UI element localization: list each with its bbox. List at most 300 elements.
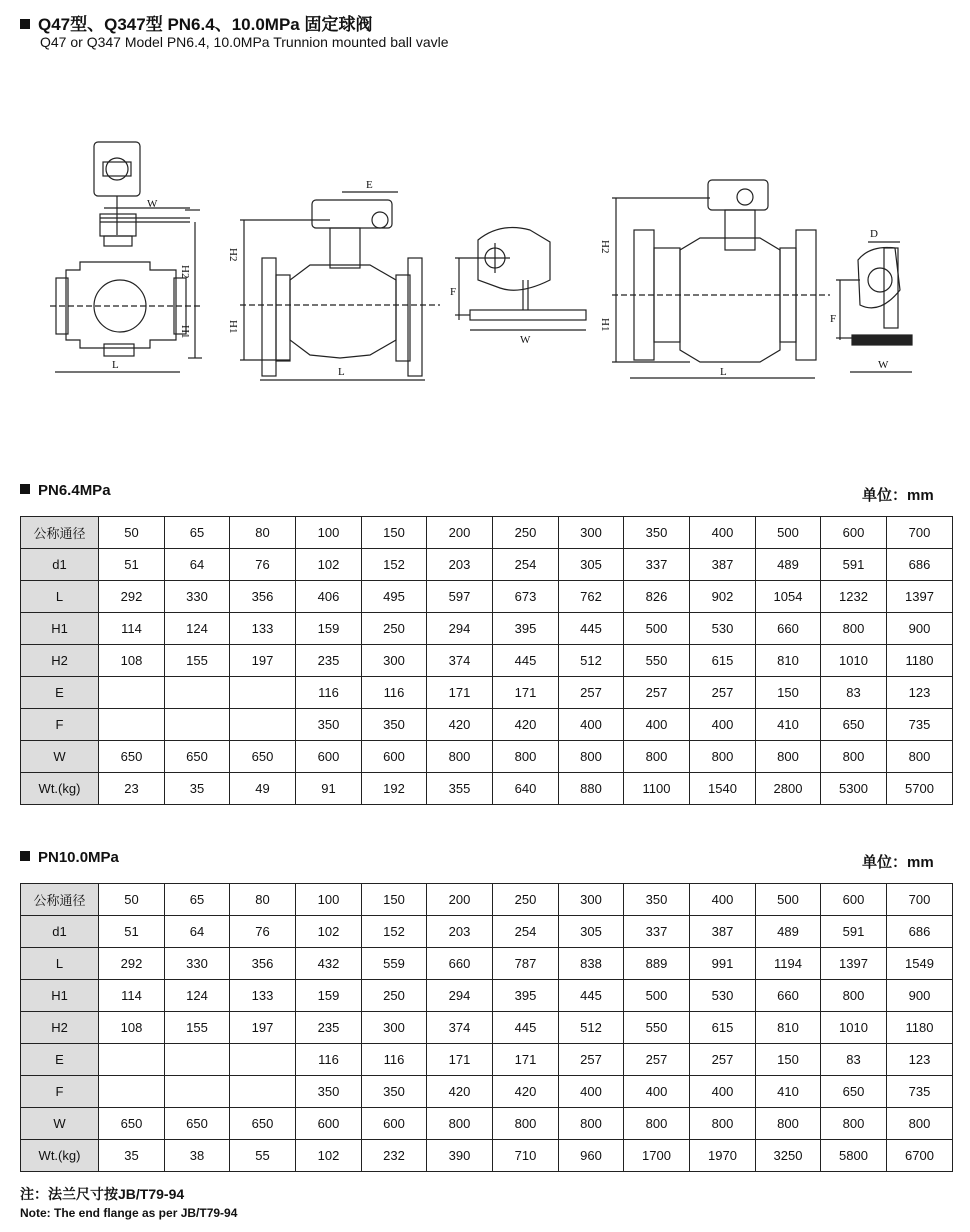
section-title-text: PN6.4MPa xyxy=(38,482,111,499)
row-label-cell: E xyxy=(21,1044,99,1076)
bullet-square-icon xyxy=(20,19,30,29)
table-cell: 880 xyxy=(559,773,624,805)
table-cell: 350 xyxy=(296,709,362,741)
table-cell: 500 xyxy=(756,517,821,549)
row-label-cell: L xyxy=(21,581,99,613)
dim-label-f-5: F xyxy=(830,313,837,325)
table-cell: 395 xyxy=(493,980,559,1012)
drawing-medium-valve xyxy=(240,192,440,380)
table-cell: 102 xyxy=(296,549,362,581)
table-cell: 489 xyxy=(756,916,821,948)
table-cell: 800 xyxy=(887,1108,953,1140)
table-row xyxy=(21,916,953,948)
table-cell: 250 xyxy=(362,980,427,1012)
table-cell: 123 xyxy=(887,1044,953,1076)
table-cell: 330 xyxy=(165,581,230,613)
table-cell: 150 xyxy=(362,884,427,916)
table-row xyxy=(21,948,953,980)
table-row xyxy=(21,581,953,613)
page-title-text: Q47型、Q347型 PN6.4、10.0MPa 固定球阀 xyxy=(38,15,373,34)
table-cell: 114 xyxy=(99,980,165,1012)
table-cell: 1010 xyxy=(821,645,887,677)
section-title-pn100 xyxy=(20,849,119,866)
table-cell: 250 xyxy=(493,884,559,916)
table-cell: 294 xyxy=(427,980,493,1012)
table-cell: 108 xyxy=(99,645,165,677)
table-cell: 1549 xyxy=(887,948,953,980)
table-cell: 350 xyxy=(624,884,690,916)
table-cell: 591 xyxy=(821,916,887,948)
table-cell: 800 xyxy=(493,741,559,773)
table-cell: 171 xyxy=(493,1044,559,1076)
table-cell: 559 xyxy=(362,948,427,980)
table-cell: 294 xyxy=(427,613,493,645)
page-subtitle: Q47 or Q347 Model PN6.4, 10.0MPa Trunnion mounted ball vavle xyxy=(40,34,449,50)
table-cell: 530 xyxy=(690,980,756,1012)
table-cell: 800 xyxy=(756,741,821,773)
table-cell: 171 xyxy=(493,677,559,709)
table-cell: 900 xyxy=(887,980,953,1012)
table-cell: 991 xyxy=(690,948,756,980)
table-cell: 257 xyxy=(559,677,624,709)
table-cell: 650 xyxy=(821,1076,887,1108)
table-row xyxy=(21,1044,953,1076)
row-label-cell: 公称通径 xyxy=(21,884,99,916)
row-label-cell: W xyxy=(21,1108,99,1140)
table-cell: 710 xyxy=(493,1140,559,1172)
drawing-large-gearbox-side xyxy=(836,242,912,372)
table-cell xyxy=(230,709,296,741)
table-row xyxy=(21,613,953,645)
table-cell xyxy=(165,677,230,709)
table-cell: 673 xyxy=(493,581,559,613)
table-cell: 171 xyxy=(427,1044,493,1076)
table-cell: 410 xyxy=(756,1076,821,1108)
table-cell: 197 xyxy=(230,1012,296,1044)
table-cell: 102 xyxy=(296,1140,362,1172)
table-cell: 257 xyxy=(690,1044,756,1076)
row-label-cell: H1 xyxy=(21,980,99,1012)
table-cell: 65 xyxy=(165,884,230,916)
table-cell: 1194 xyxy=(756,948,821,980)
row-label-cell: H2 xyxy=(21,1012,99,1044)
table-cell: 650 xyxy=(165,1108,230,1140)
row-label-cell: d1 xyxy=(21,549,99,581)
table-cell: 550 xyxy=(624,1012,690,1044)
table-cell: 660 xyxy=(756,980,821,1012)
table-row xyxy=(21,677,953,709)
table-row xyxy=(21,773,953,805)
table-cell: 355 xyxy=(427,773,493,805)
row-label-cell: H1 xyxy=(21,613,99,645)
table-cell: 5300 xyxy=(821,773,887,805)
table-cell: 1180 xyxy=(887,645,953,677)
table-cell: 800 xyxy=(427,1108,493,1140)
table-cell: 445 xyxy=(559,613,624,645)
table-cell: 5800 xyxy=(821,1140,887,1172)
table-cell: 200 xyxy=(427,517,493,549)
table-cell: 76 xyxy=(230,916,296,948)
table-cell: 400 xyxy=(690,517,756,549)
table-cell: 650 xyxy=(821,709,887,741)
table-cell: 337 xyxy=(624,916,690,948)
table-cell: 800 xyxy=(493,1108,559,1140)
table-cell: 800 xyxy=(821,1108,887,1140)
table-cell: 350 xyxy=(296,1076,362,1108)
table-cell: 650 xyxy=(230,1108,296,1140)
table-cell: 152 xyxy=(362,549,427,581)
table-cell: 420 xyxy=(493,709,559,741)
table-cell: 800 xyxy=(821,613,887,645)
table-cell: 257 xyxy=(690,677,756,709)
table-cell: 650 xyxy=(99,1108,165,1140)
table-cell: 133 xyxy=(230,613,296,645)
table-cell: 203 xyxy=(427,549,493,581)
table-row xyxy=(21,1012,953,1044)
table-cell: 650 xyxy=(165,741,230,773)
table-row xyxy=(21,709,953,741)
drawing-gearbox-side xyxy=(455,228,586,330)
table-row xyxy=(21,980,953,1012)
table-cell: 200 xyxy=(427,884,493,916)
table-cell: 810 xyxy=(756,645,821,677)
table-cell: 387 xyxy=(690,549,756,581)
table-cell: 400 xyxy=(690,709,756,741)
bullet-square-icon xyxy=(20,484,30,494)
table-cell: 800 xyxy=(821,741,887,773)
table-cell: 600 xyxy=(296,1108,362,1140)
table-cell: 350 xyxy=(362,709,427,741)
table-cell: 735 xyxy=(887,1076,953,1108)
table-cell: 902 xyxy=(690,581,756,613)
table-cell: 800 xyxy=(690,1108,756,1140)
dim-label-h2-2: H2 xyxy=(227,248,239,262)
table-cell xyxy=(165,1076,230,1108)
table-cell: 762 xyxy=(559,581,624,613)
table-header-row xyxy=(21,884,953,916)
table-cell: 1397 xyxy=(821,948,887,980)
table-cell: 1054 xyxy=(756,581,821,613)
table-cell: 150 xyxy=(756,1044,821,1076)
dim-label-w-1: W xyxy=(147,198,158,210)
table-cell: 615 xyxy=(690,645,756,677)
table-cell: 1010 xyxy=(821,1012,887,1044)
table-cell: 1180 xyxy=(887,1012,953,1044)
row-label-cell: d1 xyxy=(21,916,99,948)
table-cell: 305 xyxy=(559,916,624,948)
table-cell: 800 xyxy=(427,741,493,773)
table-cell: 23 xyxy=(99,773,165,805)
table-cell: 800 xyxy=(690,741,756,773)
page-title xyxy=(20,10,372,35)
table-cell: 600 xyxy=(296,741,362,773)
table-cell: 512 xyxy=(559,645,624,677)
table-cell: 400 xyxy=(624,709,690,741)
dim-label-l-2: L xyxy=(338,366,345,378)
table-cell: 76 xyxy=(230,549,296,581)
table-row xyxy=(21,1108,953,1140)
table-cell: 400 xyxy=(690,884,756,916)
table-cell: 395 xyxy=(493,613,559,645)
table-cell: 80 xyxy=(230,884,296,916)
row-label-cell: 公称通径 xyxy=(21,517,99,549)
table-cell: 406 xyxy=(296,581,362,613)
table-cell: 350 xyxy=(362,1076,427,1108)
table-cell: 300 xyxy=(559,884,624,916)
table-cell xyxy=(230,1076,296,1108)
table-cell: 374 xyxy=(427,645,493,677)
table-header-row xyxy=(21,517,953,549)
table-cell: 810 xyxy=(756,1012,821,1044)
table-cell: 600 xyxy=(362,1108,427,1140)
row-label-cell: L xyxy=(21,948,99,980)
table-cell: 445 xyxy=(559,980,624,1012)
table-cell: 787 xyxy=(493,948,559,980)
table-cell: 800 xyxy=(624,1108,690,1140)
table-cell: 235 xyxy=(296,645,362,677)
row-label-cell: Wt.(kg) xyxy=(21,773,99,805)
table-cell: 800 xyxy=(559,1108,624,1140)
unit-label: 单位：mm xyxy=(862,854,934,871)
table-cell: 257 xyxy=(624,677,690,709)
table-cell: 400 xyxy=(559,1076,624,1108)
table-cell: 826 xyxy=(624,581,690,613)
table-cell: 35 xyxy=(165,773,230,805)
table-cell: 330 xyxy=(165,948,230,980)
spec-table-pn64 xyxy=(20,516,953,805)
table-cell: 500 xyxy=(624,980,690,1012)
table-cell xyxy=(165,1044,230,1076)
table-cell: 400 xyxy=(690,1076,756,1108)
table-cell: 108 xyxy=(99,1012,165,1044)
table-cell: 597 xyxy=(427,581,493,613)
table-cell: 420 xyxy=(493,1076,559,1108)
row-label-cell: F xyxy=(21,1076,99,1108)
table-cell: 292 xyxy=(99,581,165,613)
table-cell: 1232 xyxy=(821,581,887,613)
table-cell: 686 xyxy=(887,549,953,581)
table-cell: 254 xyxy=(493,549,559,581)
table-cell: 530 xyxy=(690,613,756,645)
table-cell: 171 xyxy=(427,677,493,709)
table-cell: 686 xyxy=(887,916,953,948)
table-cell: 292 xyxy=(99,948,165,980)
table-cell: 374 xyxy=(427,1012,493,1044)
row-label-cell: E xyxy=(21,677,99,709)
table-cell: 55 xyxy=(230,1140,296,1172)
table-row xyxy=(21,1140,953,1172)
table-cell: 159 xyxy=(296,613,362,645)
table-cell: 50 xyxy=(99,884,165,916)
bullet-square-icon xyxy=(20,851,30,861)
table-cell: 600 xyxy=(821,884,887,916)
table-cell: 155 xyxy=(165,645,230,677)
table-cell: 203 xyxy=(427,916,493,948)
table-cell: 155 xyxy=(165,1012,230,1044)
dim-label-e-2: E xyxy=(366,179,373,191)
table-cell: 116 xyxy=(296,1044,362,1076)
table-cell: 100 xyxy=(296,517,362,549)
table-cell: 600 xyxy=(821,517,887,549)
table-row xyxy=(21,1076,953,1108)
table-cell xyxy=(165,709,230,741)
table-cell: 64 xyxy=(165,549,230,581)
table-cell: 640 xyxy=(493,773,559,805)
table-cell: 660 xyxy=(756,613,821,645)
table-cell: 6700 xyxy=(887,1140,953,1172)
table-cell: 192 xyxy=(362,773,427,805)
table-cell: 114 xyxy=(99,613,165,645)
table-cell: 420 xyxy=(427,1076,493,1108)
table-cell: 1540 xyxy=(690,773,756,805)
dim-label-h2-1: H2 xyxy=(179,265,191,279)
row-label-cell: F xyxy=(21,709,99,741)
dim-label-l-4: L xyxy=(720,366,727,378)
table-cell: 152 xyxy=(362,916,427,948)
table-cell: 495 xyxy=(362,581,427,613)
dim-label-h1-4: H1 xyxy=(599,318,611,332)
table-cell: 197 xyxy=(230,645,296,677)
table-cell: 305 xyxy=(559,549,624,581)
table-cell: 660 xyxy=(427,948,493,980)
table-cell: 356 xyxy=(230,948,296,980)
dim-label-f-3: F xyxy=(450,286,457,298)
table-cell: 600 xyxy=(362,741,427,773)
row-label-cell: H2 xyxy=(21,645,99,677)
table-cell: 356 xyxy=(230,581,296,613)
table-row xyxy=(21,645,953,677)
table-cell: 300 xyxy=(362,645,427,677)
table-cell: 420 xyxy=(427,709,493,741)
table-cell: 5700 xyxy=(887,773,953,805)
table-cell: 250 xyxy=(493,517,559,549)
table-cell: 800 xyxy=(887,741,953,773)
table-cell: 1970 xyxy=(690,1140,756,1172)
table-cell: 116 xyxy=(362,1044,427,1076)
table-cell: 445 xyxy=(493,645,559,677)
table-cell: 591 xyxy=(821,549,887,581)
dim-label-h1-1: H1 xyxy=(179,325,191,339)
table-cell: 615 xyxy=(690,1012,756,1044)
table-cell: 1700 xyxy=(624,1140,690,1172)
table-cell: 650 xyxy=(230,741,296,773)
table-cell: 83 xyxy=(821,1044,887,1076)
table-cell xyxy=(99,677,165,709)
row-label-cell: Wt.(kg) xyxy=(21,1140,99,1172)
dim-label-w-5: W xyxy=(878,359,889,371)
table-cell: 102 xyxy=(296,916,362,948)
table-cell: 800 xyxy=(624,741,690,773)
table-row xyxy=(21,549,953,581)
table-cell: 38 xyxy=(165,1140,230,1172)
table-cell: 100 xyxy=(296,884,362,916)
table-cell: 116 xyxy=(296,677,362,709)
dim-label-w-3: W xyxy=(520,334,531,346)
table-cell: 350 xyxy=(624,517,690,549)
table-cell xyxy=(99,1076,165,1108)
dim-label-d-5: D xyxy=(870,228,878,240)
table-cell: 300 xyxy=(362,1012,427,1044)
table-cell: 35 xyxy=(99,1140,165,1172)
table-cell: 800 xyxy=(821,980,887,1012)
table-cell: 2800 xyxy=(756,773,821,805)
note-en: Note: The end flange as per JB/T79-94 xyxy=(20,1206,238,1220)
table-cell: 900 xyxy=(887,613,953,645)
table-cell: 124 xyxy=(165,980,230,1012)
table-cell: 257 xyxy=(559,1044,624,1076)
unit-label: 单位：mm xyxy=(862,487,934,504)
table-cell: 232 xyxy=(362,1140,427,1172)
table-cell: 400 xyxy=(624,1076,690,1108)
table-cell: 150 xyxy=(362,517,427,549)
dim-label-h2-4: H2 xyxy=(599,240,611,254)
note-zh: 注：法兰尺寸按JB/T79-94 xyxy=(20,1186,185,1202)
table-cell: 489 xyxy=(756,549,821,581)
table-cell: 257 xyxy=(624,1044,690,1076)
table-cell: 91 xyxy=(296,773,362,805)
table-cell xyxy=(230,677,296,709)
section-title-text: PN10.0MPa xyxy=(38,849,119,866)
table-cell: 50 xyxy=(99,517,165,549)
dim-label-l-1: L xyxy=(112,359,119,371)
table-cell xyxy=(99,1044,165,1076)
table-cell: 337 xyxy=(624,549,690,581)
table-cell: 650 xyxy=(99,741,165,773)
table-cell: 387 xyxy=(690,916,756,948)
table-cell: 235 xyxy=(296,1012,362,1044)
table-row xyxy=(21,741,953,773)
table-cell: 1397 xyxy=(887,581,953,613)
table-cell: 51 xyxy=(99,916,165,948)
table-cell: 150 xyxy=(756,677,821,709)
table-cell: 159 xyxy=(296,980,362,1012)
table-cell: 550 xyxy=(624,645,690,677)
table-cell: 889 xyxy=(624,948,690,980)
table-cell: 83 xyxy=(821,677,887,709)
table-cell: 800 xyxy=(756,1108,821,1140)
table-cell xyxy=(99,709,165,741)
table-cell: 254 xyxy=(493,916,559,948)
table-cell: 960 xyxy=(559,1140,624,1172)
table-cell: 400 xyxy=(559,709,624,741)
table-cell: 116 xyxy=(362,677,427,709)
dim-label-h1-2: H1 xyxy=(227,320,239,334)
table-cell: 410 xyxy=(756,709,821,741)
table-cell: 800 xyxy=(559,741,624,773)
table-cell: 700 xyxy=(887,517,953,549)
table-cell: 445 xyxy=(493,1012,559,1044)
table-cell: 432 xyxy=(296,948,362,980)
table-cell: 500 xyxy=(756,884,821,916)
table-cell: 512 xyxy=(559,1012,624,1044)
table-cell: 49 xyxy=(230,773,296,805)
table-cell: 65 xyxy=(165,517,230,549)
table-cell: 133 xyxy=(230,980,296,1012)
table-cell: 51 xyxy=(99,549,165,581)
table-cell: 838 xyxy=(559,948,624,980)
table-cell: 250 xyxy=(362,613,427,645)
table-cell: 500 xyxy=(624,613,690,645)
spec-table-pn100 xyxy=(20,883,953,1172)
table-cell: 3250 xyxy=(756,1140,821,1172)
table-cell: 64 xyxy=(165,916,230,948)
table-cell: 735 xyxy=(887,709,953,741)
table-cell: 390 xyxy=(427,1140,493,1172)
table-cell: 1100 xyxy=(624,773,690,805)
row-label-cell: W xyxy=(21,741,99,773)
table-cell: 124 xyxy=(165,613,230,645)
drawing-large-valve xyxy=(612,180,830,378)
